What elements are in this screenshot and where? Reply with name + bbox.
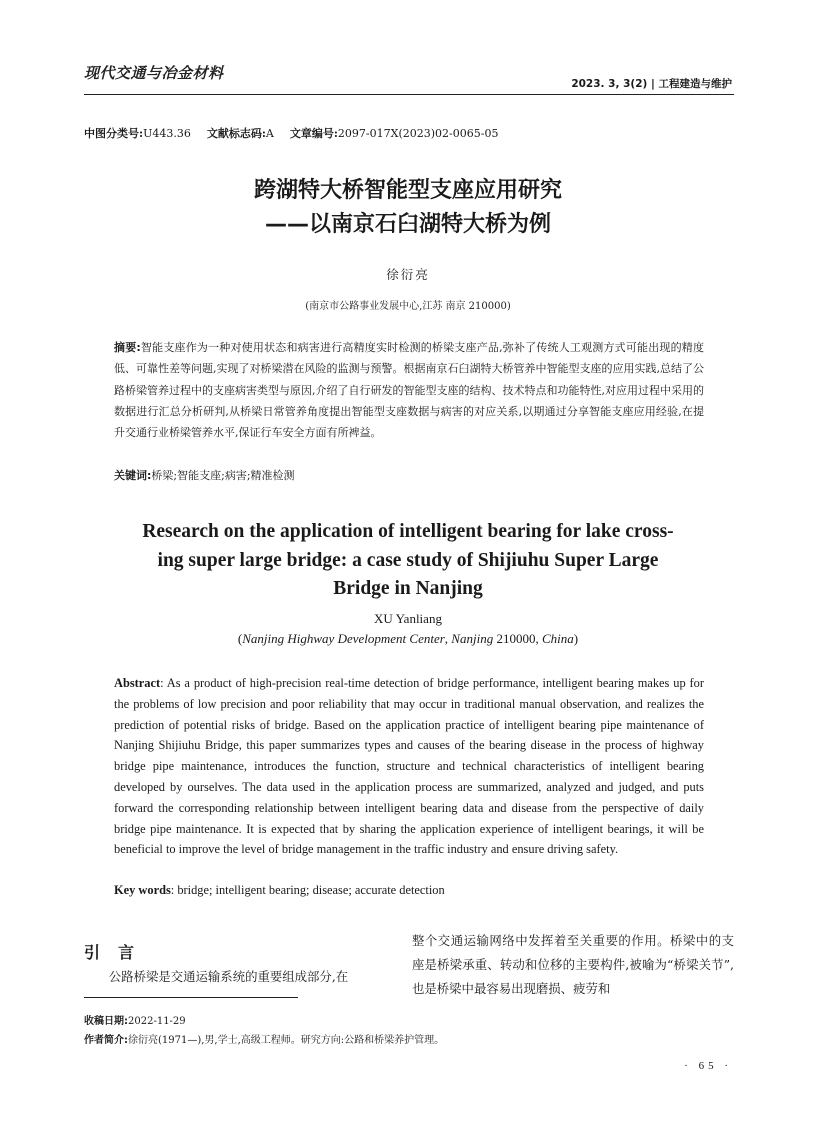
journal-logo: 现代交通与冶金材料 — [84, 64, 224, 82]
affiliation-en-zip: 210000 — [493, 631, 536, 646]
title-en-line2: ing super large bridge: a case study of Shijiuhu Super Large — [157, 549, 659, 571]
affiliation-en: (Nanjing Highway Development Center, Nanjing 210000, China) — [237, 631, 579, 646]
author-bio-text: 徐衍亮(1971—),男,学士,高级工程师。研究方向:公路和桥梁养护管理。 — [128, 1035, 445, 1046]
article-no-value: 2097-017X(2023)02-0065-05 — [337, 127, 499, 140]
body-column-right: 整个交通运输网络中发挥着至关重要的作用。桥梁中的支座是桥梁承重、转动和位移的主要构件,被喻为“桥梁关节”,也是桥梁中最容易出现磨损、疲劳和 — [412, 933, 734, 996]
author-cn: 徐衍亮 — [386, 267, 430, 282]
affiliation-en-city: Nanjing — [451, 631, 494, 646]
column-name: 工程建造与维护 — [658, 78, 732, 90]
affiliation-en-org: Nanjing Highway Development Center — [242, 631, 445, 646]
issue-number: 2023. 3, 3(2) — [571, 78, 648, 90]
received-label: 收稿日期: — [84, 1016, 128, 1027]
abstract-en-text: : As a product of high-precision real-time detection of bridge performance, intelligent bearing makes up for the problems of low precision and poor reliability that may occur in traditional manual observation, and realizes the prediction of potential risks of bridge. Based on the application practice of intelligent bearing pipe maintenance of Nanjing Shijiuhu Bridge, this paper summarizes types and causes of the bearing disease in the process of highway bridge pipe maintenance, introduces the function, structure and technical characteristics of intelligent bearing developed by ourselves. The data used in the application process are summarized, analyzed and judged, and puts forward the corresponding relationship between intelligent bearing data and disease from the perspective of daily bridge pipe maintenance. It is expected that by sharing the application experience of intelligent bearings, it will be beneficial to improve the level of bridge management in the traffic industry and ensure driving safety. — [114, 676, 704, 857]
keywords-en-label: Key words — [114, 883, 171, 897]
affiliation-cn: (南京市公路事业发展中心,江苏 南京 210000) — [305, 301, 511, 312]
keywords-cn-text: 桥梁;智能支座;病害;精准检测 — [151, 469, 295, 482]
abstract-cn-label: 摘要: — [114, 341, 141, 354]
doc-code-value: A — [265, 127, 274, 140]
page-number: · 65 · — [684, 1060, 732, 1072]
abstract-en-label: Abstract — [114, 676, 161, 690]
title-cn-line2: ——以南京石臼湖特大桥为例 — [264, 212, 551, 237]
title-en — [110, 518, 706, 604]
title-en-line1: Research on the application of intelligent bearing for lake cross- — [142, 521, 674, 542]
keywords-en-text: : bridge; intelligent bearing; disease; accurate detection — [170, 883, 445, 897]
abstract-cn-text: 智能支座作为一种对使用状态和病害进行高精度实时检测的桥梁支座产品,弥补了传统人工观测方式可能出现的精度低、可靠性差等问题,实现了对桥梁潜在风险的监测与预警。根据南京石臼湖特大桥管养中智能型支座的应用实践,总结了公路桥梁管养过程中的支座病害类型与原因,介绍了自行研发的智能型支座的结构、技术特点和功能特性,对应用过程中采用的数据进行汇总分析研判,从桥梁日常管养角度提出智能型支座数据与病害的对应关系,以期通过分享智能支座应用经验,在提升交通行业桥梁管养水平,保证行车安全方面有所裨益。 — [114, 341, 704, 440]
keywords-en — [114, 883, 704, 898]
title-cn-line1: 跨湖特大桥智能型支座应用研究 — [253, 178, 562, 203]
affiliation-en-country: China — [541, 631, 574, 646]
keywords-cn-label: 关键词: — [114, 469, 152, 482]
author-en: XU Yanliang — [374, 611, 442, 626]
article-no-label: 文章编号: — [289, 127, 338, 140]
body-column-left: 公路桥梁是交通运输系统的重要组成部分,在 — [108, 969, 349, 984]
abstract-en — [114, 673, 704, 860]
clc-label: 中图分类号: — [84, 127, 144, 140]
section-heading: 引言 — [84, 943, 153, 962]
footnote-rule — [84, 997, 298, 998]
author-bio — [84, 1031, 444, 1046]
received-date — [84, 1012, 186, 1027]
keywords-cn — [114, 467, 704, 483]
classification-line — [84, 125, 498, 141]
title-cn — [0, 174, 816, 242]
title-en-line3: Bridge in Nanjing — [333, 578, 483, 599]
doc-code-label: 文献标志码: — [206, 127, 266, 140]
received-value: 2022-11-29 — [128, 1016, 186, 1027]
clc-value: U443.36 — [143, 127, 191, 140]
header-rule — [84, 94, 734, 95]
issue-info: 2023. 3, 3(2) | 工程建造与维护 — [571, 78, 732, 90]
abstract-cn — [114, 337, 704, 443]
author-bio-label: 作者简介: — [84, 1035, 128, 1046]
